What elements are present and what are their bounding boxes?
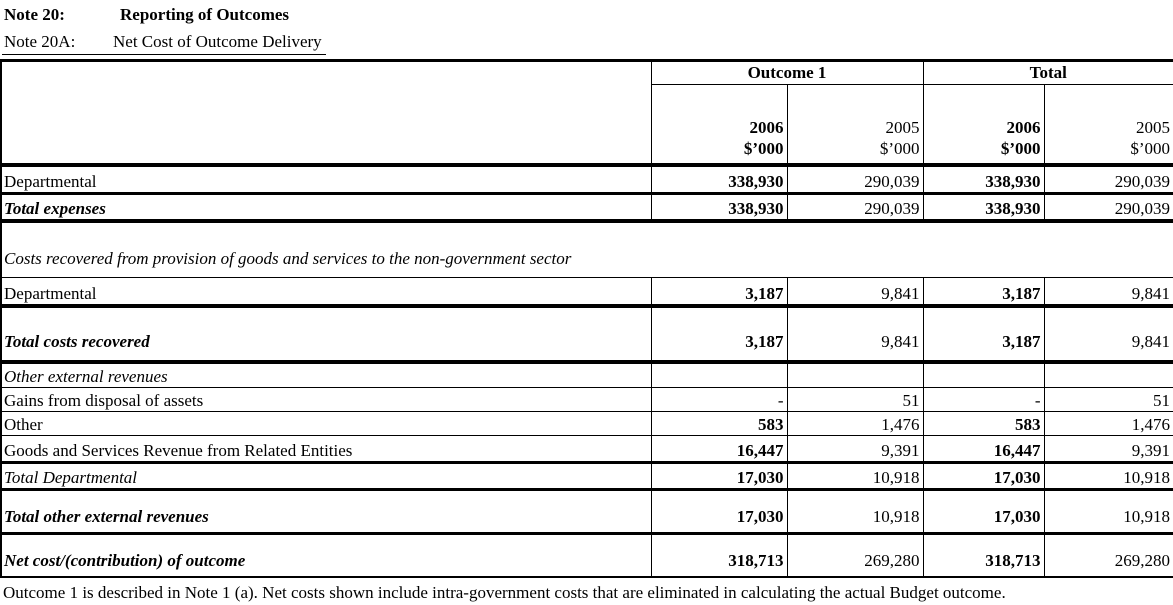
unit-label: $’000 [743,139,784,158]
net-cost-of-outcome-table [0,59,1173,578]
value-cell: 16,447 [651,436,787,463]
value-cell: 9,391 [787,436,923,463]
table-row-total-other-external-revenues [1,490,1173,534]
unit-label: $’000 [1000,139,1041,158]
value-cell: 10,918 [1044,463,1173,490]
value-cell: 10,918 [787,463,923,490]
value-cell: 51 [787,388,923,412]
table-row-net-cost-of-outcome [1,534,1173,578]
value-cell: 338,930 [651,194,787,222]
footnote: Outcome 1 is described in Note 1 (a). Net costs shown include intra-government costs that are eliminated in calculating the actual Budget outcome. [3,583,1006,602]
value-cell: 338,930 [923,165,1044,194]
value-cell: 3,187 [651,306,787,362]
value-cell: 3,187 [651,278,787,307]
section-heading: Costs recovered from provision of goods and services to the non-government sector [1,221,1173,278]
value-cell [1044,362,1173,388]
note-title-text: Reporting of Outcomes [120,5,290,24]
table-row-total-departmental [1,463,1173,490]
value-cell: 10,918 [1044,490,1173,534]
value-cell: 1,476 [787,412,923,436]
value-cell: - [651,388,787,412]
value-cell: 1,476 [1044,412,1173,436]
value-cell: 17,030 [923,463,1044,490]
value-cell: 51 [1044,388,1173,412]
table-row-other [1,412,1173,436]
note-subtitle [2,32,326,55]
row-label: Total Departmental [1,463,651,490]
value-cell: 583 [923,412,1044,436]
year-header-total-2006 [923,85,1044,166]
value-cell: 17,030 [923,490,1044,534]
row-label: Departmental [1,165,651,194]
value-cell [651,362,787,388]
value-cell: 290,039 [1044,165,1173,194]
value-cell: 583 [651,412,787,436]
row-label: Gains from disposal of assets [1,388,651,412]
value-cell: 290,039 [787,165,923,194]
table-row-goods-services-revenue [1,436,1173,463]
value-cell: 3,187 [923,306,1044,362]
column-group-header-row [1,61,1173,85]
value-cell: 17,030 [651,463,787,490]
row-label: Goods and Services Revenue from Related Entities [1,436,651,463]
value-cell: 290,039 [1044,194,1173,222]
value-cell: 3,187 [923,278,1044,307]
table-row-costs-recovered-heading [1,221,1173,278]
value-cell [923,362,1044,388]
note-subtitle-text: Net Cost of Outcome Delivery [113,32,322,51]
table-row-gains-from-disposal [1,388,1173,412]
value-cell: 9,841 [1044,306,1173,362]
value-cell [787,362,923,388]
row-label: Net cost/(contribution) of outcome [4,551,246,570]
value-cell: 318,713 [923,534,1044,578]
value-cell: 16,447 [923,436,1044,463]
col-group-outcome-1: Outcome 1 [651,61,923,85]
value-cell: 290,039 [787,194,923,222]
table-row-total-costs-recovered [1,306,1173,362]
year-header-total-2005 [1044,85,1173,166]
year-label: 2005 [1136,118,1171,137]
note-subtitle-wrap [2,32,1173,55]
year-label: 2006 [1006,118,1041,137]
year-header-outcome-2006 [651,85,787,166]
value-cell: 9,391 [1044,436,1173,463]
year-label: 2006 [749,118,784,137]
row-label: Total expenses [1,194,651,222]
note-title [0,4,1173,26]
row-label: Other [1,412,651,436]
year-label: 2005 [885,118,920,137]
value-cell: 10,918 [787,490,923,534]
value-cell: 17,030 [651,490,787,534]
value-cell: - [923,388,1044,412]
col-group-total: Total [923,61,1173,85]
year-header-outcome-2005 [787,85,923,166]
table-row-departmental-expenses [1,165,1173,194]
unit-label: $’000 [1130,139,1171,158]
section-heading: Other external revenues [1,362,651,388]
unit-label: $’000 [879,139,920,158]
note-subtitle-number: Note 20A: [4,32,76,51]
table-row-departmental-costs-recovered [1,278,1173,307]
row-label: Total costs recovered [1,306,651,362]
value-cell: 9,841 [787,278,923,307]
value-cell: 338,930 [651,165,787,194]
row-label: Departmental [1,278,651,307]
note-title-number: Note 20: [4,5,65,24]
value-cell: 269,280 [1044,534,1173,578]
value-cell: 318,713 [651,534,787,578]
value-cell: 338,930 [923,194,1044,222]
value-cell: 9,841 [1044,278,1173,307]
value-cell: 9,841 [787,306,923,362]
value-cell: 269,280 [787,534,923,578]
table-row-other-external-revenues-heading [1,362,1173,388]
table-row-total-expenses [1,194,1173,222]
corner-cell [1,61,651,166]
row-label: Total other external revenues [1,490,651,534]
